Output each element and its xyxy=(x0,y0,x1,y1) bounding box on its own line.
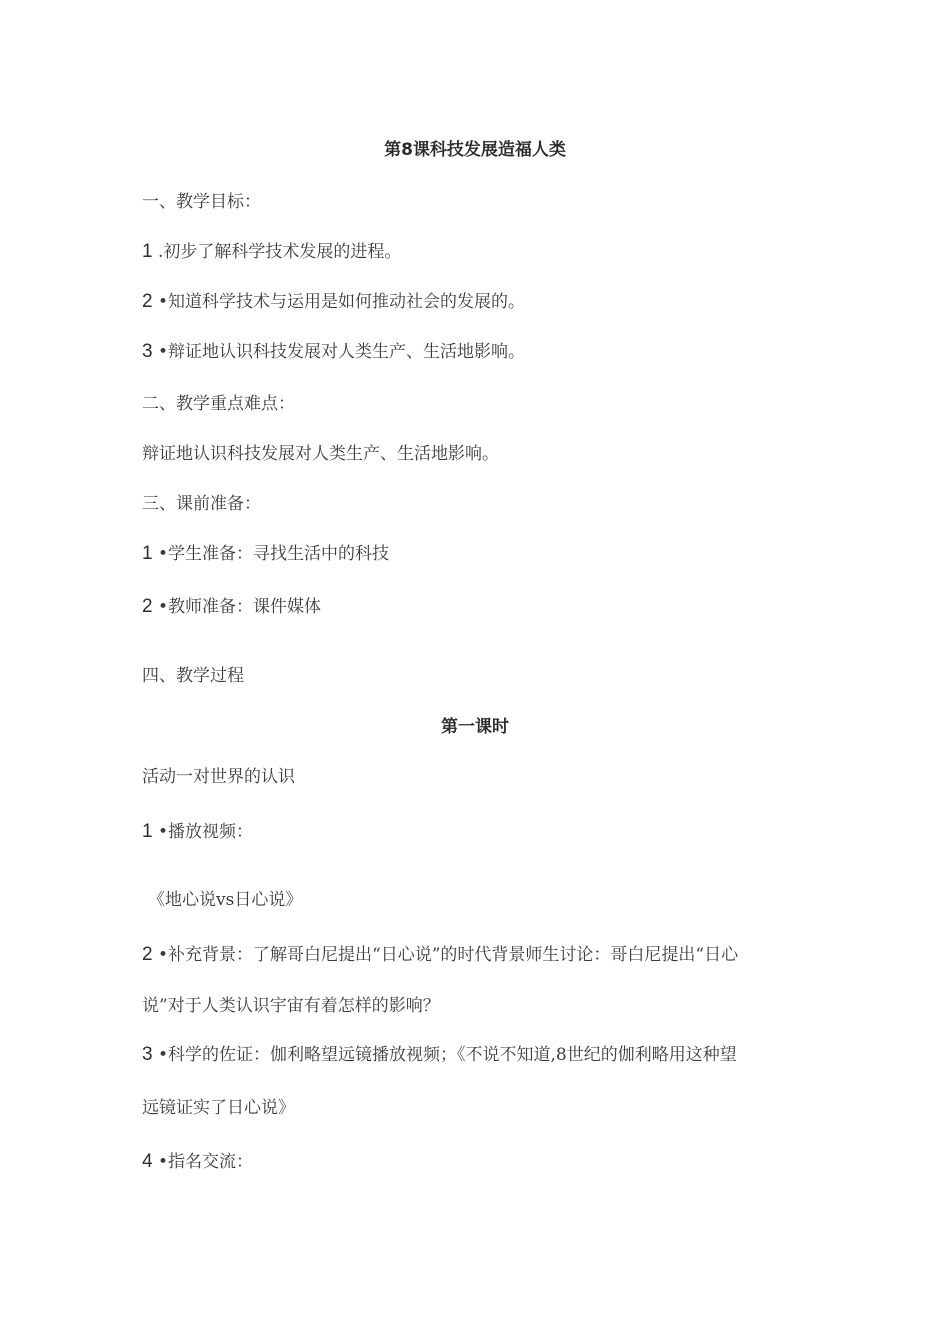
section-heading-goals: 一、教学目标： xyxy=(142,192,261,212)
prep-item-2 xyxy=(142,595,321,619)
prep-text: •学生准备：寻找生活中的科技 xyxy=(157,544,390,564)
step-item-2 xyxy=(142,943,738,967)
step-item-3 xyxy=(142,1043,737,1067)
step-number: 1 xyxy=(142,821,153,842)
document-title: 第8课科技发展造福人类 xyxy=(384,140,566,160)
prep-number: 2 xyxy=(142,596,153,617)
step-text: •指名交流： xyxy=(157,1152,254,1172)
section-heading-key-points: 二、教学重点难点： xyxy=(142,394,295,414)
prep-text: •教师准备：课件媒体 xyxy=(157,597,322,617)
step-item-4 xyxy=(142,1150,253,1174)
goal-text: .初步了解科学技术发展的进程。 xyxy=(157,242,402,262)
goal-item-3 xyxy=(142,340,525,364)
prep-item-1 xyxy=(142,542,389,566)
goal-item-1 xyxy=(142,240,401,264)
section-heading-preparation: 三、课前准备： xyxy=(142,494,261,514)
step-text: •补充背景：了解哥白尼提出“日心说”的时代背景师生讨论：哥白尼提出“日心 xyxy=(157,945,739,965)
activity-heading: 活动一对世界的认识 xyxy=(142,767,295,787)
section-heading-process: 四、教学过程 xyxy=(142,666,244,686)
step-text: •科学的佐证：伽利略望远镜播放视频；《不说不知道,8世纪的伽利略用这种望 xyxy=(157,1045,737,1065)
step-number: 4 xyxy=(142,1151,153,1172)
step-text: •播放视频： xyxy=(157,822,254,842)
goal-number: 3 xyxy=(142,341,153,362)
goal-item-2 xyxy=(142,290,525,314)
prep-number: 1 xyxy=(142,543,153,564)
video-title: 《地心说vs日心说》 xyxy=(148,890,303,910)
goal-number: 1 xyxy=(142,241,153,262)
step-item-1 xyxy=(142,820,253,844)
key-points-text: 辩证地认识科技发展对人类生产、生活地影响。 xyxy=(142,444,499,464)
step-item-3-continued: 远镜证实了日心说》 xyxy=(142,1098,295,1118)
step-number: 3 xyxy=(142,1044,153,1065)
goal-number: 2 xyxy=(142,291,153,312)
step-number: 2 xyxy=(142,944,153,965)
step-item-2-continued: 说”对于人类认识宇宙有着怎样的影响？ xyxy=(142,996,440,1016)
lesson-heading: 第一课时 xyxy=(441,717,509,737)
goal-text: •知道科学技术与运用是如何推动社会的发展的。 xyxy=(157,292,526,312)
goal-text: •辩证地认识科技发展对人类生产、生活地影响。 xyxy=(157,342,526,362)
